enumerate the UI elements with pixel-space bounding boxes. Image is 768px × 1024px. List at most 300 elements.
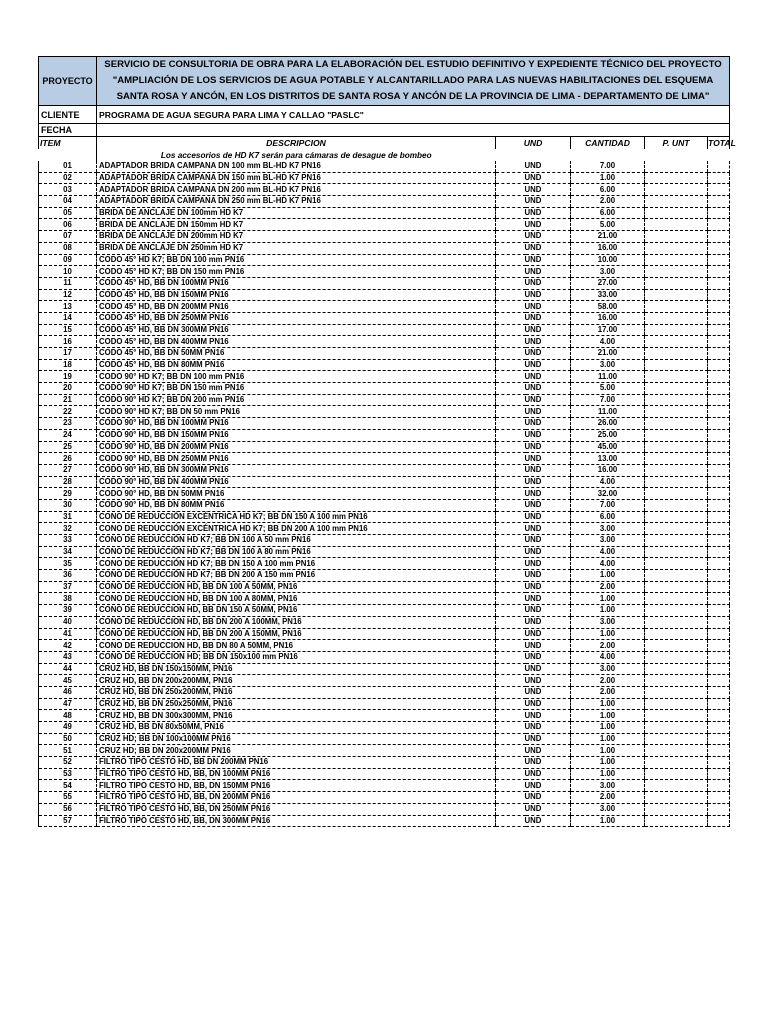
table-row [39, 277, 730, 289]
description-cell: CODO 45° HD K7; BB DN 150 mm PN16 [97, 266, 496, 278]
description-cell: CONO DE REDUCCIÓN EXCÉNTRICA HD K7; BB DN 200 A 100 mm PN16 [97, 523, 496, 535]
total-cell [708, 686, 730, 698]
quantity-cell: 10.00 [571, 254, 645, 266]
unit-price-cell [645, 616, 708, 628]
unit-price-cell [645, 207, 708, 219]
quantity-cell: 6.00 [571, 511, 645, 523]
fecha-label: FECHA [39, 124, 97, 137]
unit-cell: UND [496, 792, 571, 804]
item-cell: 41 [39, 628, 97, 640]
total-cell [708, 628, 730, 640]
unit-price-cell [645, 558, 708, 570]
unit-price-cell [645, 792, 708, 804]
total-cell [708, 418, 730, 430]
description-cell: CODO 45° HD, BB DN 400MM PN16 [97, 336, 496, 348]
unit-cell: UND [496, 570, 571, 582]
unit-cell: UND [496, 593, 571, 605]
quantity-cell: 6.00 [571, 184, 645, 196]
total-cell [708, 312, 730, 324]
unit-cell: UND [496, 196, 571, 208]
description-cell: CONO DE REDUCCION HD, BB DN 200 A 150MM, PN16 [97, 628, 496, 640]
item-cell: 56 [39, 803, 97, 815]
item-cell: 04 [39, 196, 97, 208]
unit-price-cell [645, 219, 708, 231]
unit-cell: UND [496, 710, 571, 722]
table-row [39, 394, 730, 406]
item-cell: 54 [39, 780, 97, 792]
quantity-cell: 27.00 [571, 277, 645, 289]
proyecto-label: PROYECTO [39, 57, 97, 106]
header-table [38, 56, 730, 137]
total-cell [708, 161, 730, 172]
quantity-cell: 16.00 [571, 312, 645, 324]
description-cell: CODO 45° HD, BB DN 300MM PN16 [97, 324, 496, 336]
total-cell [708, 289, 730, 301]
table-row [39, 675, 730, 687]
unit-cell: UND [496, 499, 571, 511]
unit-price-cell [645, 441, 708, 453]
item-cell: 14 [39, 312, 97, 324]
total-cell [708, 324, 730, 336]
quantity-cell: 21.00 [571, 231, 645, 243]
unit-price-cell [645, 383, 708, 395]
table-row [39, 406, 730, 418]
table-row [39, 371, 730, 383]
description-cell: CONO DE REDUCCION HD, BB DN 150 A 50MM, PN16 [97, 605, 496, 617]
table-row [39, 523, 730, 535]
description-cell: CONO DE REDUCCIÓN HD K7; BB DN 100 A 80 mm PN16 [97, 546, 496, 558]
item-cell: 50 [39, 733, 97, 745]
proyecto-text: SERVICIO DE CONSULTORIA DE OBRA PARA LA ELABORACIÓN DEL ESTUDIO DEFINITIVO Y EXPEDIENTE TÉCNICO DEL PROYECTO "AMPLIACIÓN DE LOS SERVICIOS DE AGUA POTABLE Y ALCANTARILLADO PARA LAS NUEVAS HABILITACIONES DEL ESQUEMA SANTA ROSA Y ANCÓN, EN LOS DISTRITOS DE SANTA ROSA Y ANCÓN DE LA PROVINCIA DE LIMA - DEPARTAMENTO DE LIMA" [97, 57, 730, 106]
quantity-cell: 3.00 [571, 616, 645, 628]
table-row [39, 418, 730, 430]
quantity-cell: 25.00 [571, 429, 645, 441]
unit-cell: UND [496, 535, 571, 547]
quantity-cell: 16.00 [571, 242, 645, 254]
description-cell: FILTRO TIPO CESTO HD, BB, DN 250MM PN16 [97, 803, 496, 815]
total-cell [708, 535, 730, 547]
quantity-cell: 1.00 [571, 733, 645, 745]
description-cell: CODO 45° HD, BB DN 50MM PN16 [97, 348, 496, 360]
unit-price-cell [645, 266, 708, 278]
table-row [39, 605, 730, 617]
total-cell [708, 523, 730, 535]
total-cell [708, 698, 730, 710]
total-cell [708, 803, 730, 815]
table-row [39, 535, 730, 547]
unit-cell: UND [496, 172, 571, 184]
unit-price-cell [645, 499, 708, 511]
unit-price-cell [645, 242, 708, 254]
description-cell: CRUZ HD, BB DN 250x200MM, PN16 [97, 686, 496, 698]
unit-cell: UND [496, 558, 571, 570]
unit-price-cell [645, 686, 708, 698]
total-cell [708, 453, 730, 465]
quantity-cell: 1.00 [571, 172, 645, 184]
unit-price-cell [645, 254, 708, 266]
unit-price-cell [645, 757, 708, 769]
item-cell: 29 [39, 488, 97, 500]
item-cell: 38 [39, 593, 97, 605]
description-cell: CODO 90° HD, BB DN 250MM PN16 [97, 453, 496, 465]
quantity-cell: 2.00 [571, 686, 645, 698]
description-cell: FILTRO TIPO CESTO HD, BB, DN 200MM PN16 [97, 792, 496, 804]
table-row [39, 324, 730, 336]
item-cell: 12 [39, 289, 97, 301]
unit-price-cell [645, 570, 708, 582]
item-cell: 47 [39, 698, 97, 710]
unit-price-cell [645, 628, 708, 640]
description-cell: CRUZ HD, BB DN 150x150MM, PN16 [97, 663, 496, 675]
item-cell: 34 [39, 546, 97, 558]
unit-price-cell [645, 710, 708, 722]
col-punt-header: P. UNT [645, 137, 708, 149]
item-cell: 35 [39, 558, 97, 570]
table-row [39, 441, 730, 453]
item-cell: 40 [39, 616, 97, 628]
unit-price-cell [645, 593, 708, 605]
item-cell: 06 [39, 219, 97, 231]
unit-price-cell [645, 277, 708, 289]
unit-price-cell [645, 546, 708, 558]
unit-price-cell [645, 640, 708, 652]
table-row [39, 663, 730, 675]
table-row [39, 488, 730, 500]
description-cell: ADAPTADOR BRIDA CAMPANA DN 200 mm BL-HD K7 PN16 [97, 184, 496, 196]
quantity-cell: 2.00 [571, 792, 645, 804]
item-cell: 46 [39, 686, 97, 698]
unit-cell: UND [496, 441, 571, 453]
unit-price-cell [645, 733, 708, 745]
description-cell: CONO DE REDUCCION HD, BB DN 200 A 100MM, PN16 [97, 616, 496, 628]
description-cell: FILTRO TIPO CESTO HD, BB DN 200MM PN16 [97, 757, 496, 769]
description-cell: CODO 90° HD, BB DN 400MM PN16 [97, 476, 496, 488]
note-spacer [39, 149, 97, 161]
item-cell: 15 [39, 324, 97, 336]
item-cell: 11 [39, 277, 97, 289]
item-cell: 10 [39, 266, 97, 278]
quantity-cell: 5.00 [571, 383, 645, 395]
unit-cell: UND [496, 312, 571, 324]
table-row [39, 768, 730, 780]
unit-cell: UND [496, 640, 571, 652]
table-row [39, 453, 730, 465]
cliente-text: PROGRAMA DE AGUA SEGURA PARA LIMA Y CALLAO "PASLC" [97, 106, 730, 124]
quantity-cell: 7.00 [571, 394, 645, 406]
item-cell: 55 [39, 792, 97, 804]
total-cell [708, 476, 730, 488]
note-filler [496, 149, 730, 161]
unit-cell: UND [496, 289, 571, 301]
unit-cell: UND [496, 266, 571, 278]
quantity-cell: 4.00 [571, 476, 645, 488]
total-cell [708, 768, 730, 780]
unit-price-cell [645, 605, 708, 617]
description-cell: CODO 45° HD, BB DN 200MM PN16 [97, 301, 496, 313]
quantity-cell: 2.00 [571, 640, 645, 652]
unit-price-cell [645, 815, 708, 827]
quantity-cell: 7.00 [571, 161, 645, 172]
item-cell: 03 [39, 184, 97, 196]
description-cell: CODO 45° HD, BB DN 80MM PN16 [97, 359, 496, 371]
total-cell [708, 277, 730, 289]
description-cell: CODO 90° HD K7; BB DN 100 mm PN16 [97, 371, 496, 383]
unit-cell: UND [496, 348, 571, 360]
unit-price-cell [645, 663, 708, 675]
item-cell: 33 [39, 535, 97, 547]
col-descripcion-header: DESCRIPCION [97, 137, 496, 149]
table-row [39, 780, 730, 792]
description-cell: CRUZ HD, BB DN 250x250MM, PN16 [97, 698, 496, 710]
description-cell: CONO DE REDUCCIÓN HD K7; BB DN 150 A 100 mm PN16 [97, 558, 496, 570]
unit-cell: UND [496, 418, 571, 430]
table-row [39, 289, 730, 301]
description-cell: CONO DE REDUCCION HD, BB DN 80 A 50MM, PN16 [97, 640, 496, 652]
table-row [39, 546, 730, 558]
quantity-cell: 26.00 [571, 418, 645, 430]
unit-cell: UND [496, 429, 571, 441]
unit-price-cell [645, 745, 708, 757]
unit-cell: UND [496, 605, 571, 617]
unit-price-cell [645, 418, 708, 430]
unit-price-cell [645, 453, 708, 465]
unit-cell: UND [496, 745, 571, 757]
unit-cell: UND [496, 231, 571, 243]
unit-price-cell [645, 581, 708, 593]
unit-price-cell [645, 359, 708, 371]
description-cell: BRIDA DE ANCLAJE DN 250mm HD K7 [97, 242, 496, 254]
unit-price-cell [645, 722, 708, 734]
unit-price-cell [645, 488, 708, 500]
description-cell: CODO 90° HD, BB DN 150MM PN16 [97, 429, 496, 441]
description-cell: BRIDA DE ANCLAJE DN 200mm HD K7 [97, 231, 496, 243]
unit-price-cell [645, 780, 708, 792]
description-cell: CONO DE REDUCCION HD, BB DN 100 A 80MM, PN16 [97, 593, 496, 605]
table-row [39, 558, 730, 570]
quantity-cell: 1.00 [571, 698, 645, 710]
item-cell: 07 [39, 231, 97, 243]
quantity-cell: 1.00 [571, 757, 645, 769]
table-row [39, 266, 730, 278]
table-row [39, 464, 730, 476]
unit-price-cell [645, 803, 708, 815]
table-row [39, 803, 730, 815]
unit-price-cell [645, 231, 708, 243]
item-rows [39, 161, 730, 827]
total-cell [708, 207, 730, 219]
unit-price-cell [645, 184, 708, 196]
quantity-cell: 4.00 [571, 651, 645, 663]
description-cell: CRUZ HD; BB DN 200x200MM PN16 [97, 745, 496, 757]
item-cell: 27 [39, 464, 97, 476]
column-header-row [39, 137, 730, 149]
description-cell: CRUZ HD, BB DN 200x200MM, PN16 [97, 675, 496, 687]
table-row [39, 710, 730, 722]
total-cell [708, 196, 730, 208]
note-text: Los accesorios de HD K7 serán para cámaras de desague de bombeo [97, 149, 496, 161]
unit-cell: UND [496, 511, 571, 523]
description-cell: ADAPTADOR BRIDA CAMPANA DN 250 mm BL-HD K7 PN16 [97, 196, 496, 208]
unit-price-cell [645, 675, 708, 687]
total-cell [708, 558, 730, 570]
total-cell [708, 359, 730, 371]
description-cell: CODO 45° HD, BB DN 100MM PN16 [97, 277, 496, 289]
table-row [39, 499, 730, 511]
total-cell [708, 792, 730, 804]
table-row [39, 348, 730, 360]
quantity-cell: 1.00 [571, 768, 645, 780]
table-row [39, 207, 730, 219]
col-cantidad-header: CANTIDAD [571, 137, 645, 149]
total-cell [708, 616, 730, 628]
unit-price-cell [645, 161, 708, 172]
unit-price-cell [645, 371, 708, 383]
quantity-cell: 3.00 [571, 803, 645, 815]
item-cell: 36 [39, 570, 97, 582]
item-cell: 20 [39, 383, 97, 395]
total-cell [708, 172, 730, 184]
quantity-cell: 33.00 [571, 289, 645, 301]
total-cell [708, 499, 730, 511]
item-cell: 24 [39, 429, 97, 441]
unit-cell: UND [496, 207, 571, 219]
table-row [39, 722, 730, 734]
table-row [39, 242, 730, 254]
quantity-cell: 1.00 [571, 628, 645, 640]
table-row [39, 301, 730, 313]
total-cell [708, 710, 730, 722]
item-cell: 31 [39, 511, 97, 523]
unit-cell: UND [496, 686, 571, 698]
item-cell: 43 [39, 651, 97, 663]
quantity-cell: 21.00 [571, 348, 645, 360]
note-row [39, 149, 730, 161]
description-cell: CODO 45° HD, BB DN 250MM PN16 [97, 312, 496, 324]
description-cell: BRIDA DE ANCLAJE DN 150mm HD K7 [97, 219, 496, 231]
total-cell [708, 593, 730, 605]
unit-cell: UND [496, 371, 571, 383]
col-total-header: TOTAL [708, 138, 736, 148]
table-row [39, 733, 730, 745]
unit-cell: UND [496, 161, 571, 172]
description-cell: ADAPTADOR BRIDA CAMPANA DN 150 mm BL-HD K7 PN16 [97, 172, 496, 184]
total-cell [708, 722, 730, 734]
quantity-cell: 1.00 [571, 722, 645, 734]
description-cell: CODO 90° HD K7; BB DN 50 mm PN16 [97, 406, 496, 418]
quantity-cell: 6.00 [571, 207, 645, 219]
item-cell: 45 [39, 675, 97, 687]
table-row [39, 172, 730, 184]
table-row [39, 581, 730, 593]
description-cell: CODO 90° HD, BB DN 100MM PN16 [97, 418, 496, 430]
total-cell [708, 254, 730, 266]
quantity-cell: 3.00 [571, 359, 645, 371]
table-row [39, 359, 730, 371]
item-cell: 22 [39, 406, 97, 418]
unit-cell: UND [496, 628, 571, 640]
unit-price-cell [645, 312, 708, 324]
table-row [39, 757, 730, 769]
date-row [39, 124, 730, 137]
total-cell [708, 301, 730, 313]
description-cell: CODO 90° HD, BB DN 50MM PN16 [97, 488, 496, 500]
total-cell [708, 663, 730, 675]
quantity-cell: 16.00 [571, 464, 645, 476]
total-cell [708, 733, 730, 745]
quantity-cell: 3.00 [571, 523, 645, 535]
unit-cell: UND [496, 523, 571, 535]
item-cell: 44 [39, 663, 97, 675]
description-cell: CRUZ HD, BB DN 80x50MM, PN16 [97, 722, 496, 734]
item-cell: 02 [39, 172, 97, 184]
total-cell [708, 640, 730, 652]
unit-cell: UND [496, 242, 571, 254]
total-cell [708, 242, 730, 254]
quantity-cell: 13.00 [571, 453, 645, 465]
total-cell [708, 383, 730, 395]
unit-cell: UND [496, 336, 571, 348]
description-cell: CONO DE REDUCCIÓN HD K7; BB DN 100 A 50 mm PN16 [97, 535, 496, 547]
quantity-cell: 2.00 [571, 675, 645, 687]
col-item-header: ITEM [39, 137, 97, 149]
total-cell [708, 651, 730, 663]
unit-cell: UND [496, 651, 571, 663]
unit-cell: UND [496, 663, 571, 675]
item-cell: 23 [39, 418, 97, 430]
unit-price-cell [645, 406, 708, 418]
unit-cell: UND [496, 184, 571, 196]
total-cell [708, 348, 730, 360]
table-row [39, 640, 730, 652]
description-cell: CODO 45° HD, BB DN 150MM PN16 [97, 289, 496, 301]
total-cell [708, 336, 730, 348]
quantity-cell: 3.00 [571, 266, 645, 278]
quantity-cell: 11.00 [571, 406, 645, 418]
description-cell: BRIDA DE ANCLAJE DN 100mm HD K7 [97, 207, 496, 219]
total-cell [708, 511, 730, 523]
items-table [38, 137, 736, 827]
table-row [39, 231, 730, 243]
unit-price-cell [645, 394, 708, 406]
item-cell: 05 [39, 207, 97, 219]
description-cell: CODO 90° HD, BB DN 200MM PN16 [97, 441, 496, 453]
total-cell [708, 605, 730, 617]
table-row [39, 312, 730, 324]
table-row [39, 628, 730, 640]
unit-cell: UND [496, 757, 571, 769]
quantity-cell: 1.00 [571, 745, 645, 757]
quantity-cell: 1.00 [571, 593, 645, 605]
unit-cell: UND [496, 383, 571, 395]
item-cell: 42 [39, 640, 97, 652]
unit-price-cell [645, 523, 708, 535]
unit-cell: UND [496, 254, 571, 266]
table-row [39, 651, 730, 663]
description-cell: FILTRO TIPO CESTO HD, BB, DN 150MM PN16 [97, 780, 496, 792]
quantity-cell: 58.00 [571, 301, 645, 313]
unit-price-cell [645, 301, 708, 313]
unit-price-cell [645, 511, 708, 523]
total-cell [708, 429, 730, 441]
total-cell [708, 464, 730, 476]
table-row [39, 616, 730, 628]
quantity-cell: 3.00 [571, 535, 645, 547]
description-cell: CODO 45° HD K7; BB DN 100 mm PN16 [97, 254, 496, 266]
unit-cell: UND [496, 406, 571, 418]
description-cell: CODO 90° HD, BB DN 80MM PN16 [97, 499, 496, 511]
item-cell: 32 [39, 523, 97, 535]
unit-cell: UND [496, 301, 571, 313]
